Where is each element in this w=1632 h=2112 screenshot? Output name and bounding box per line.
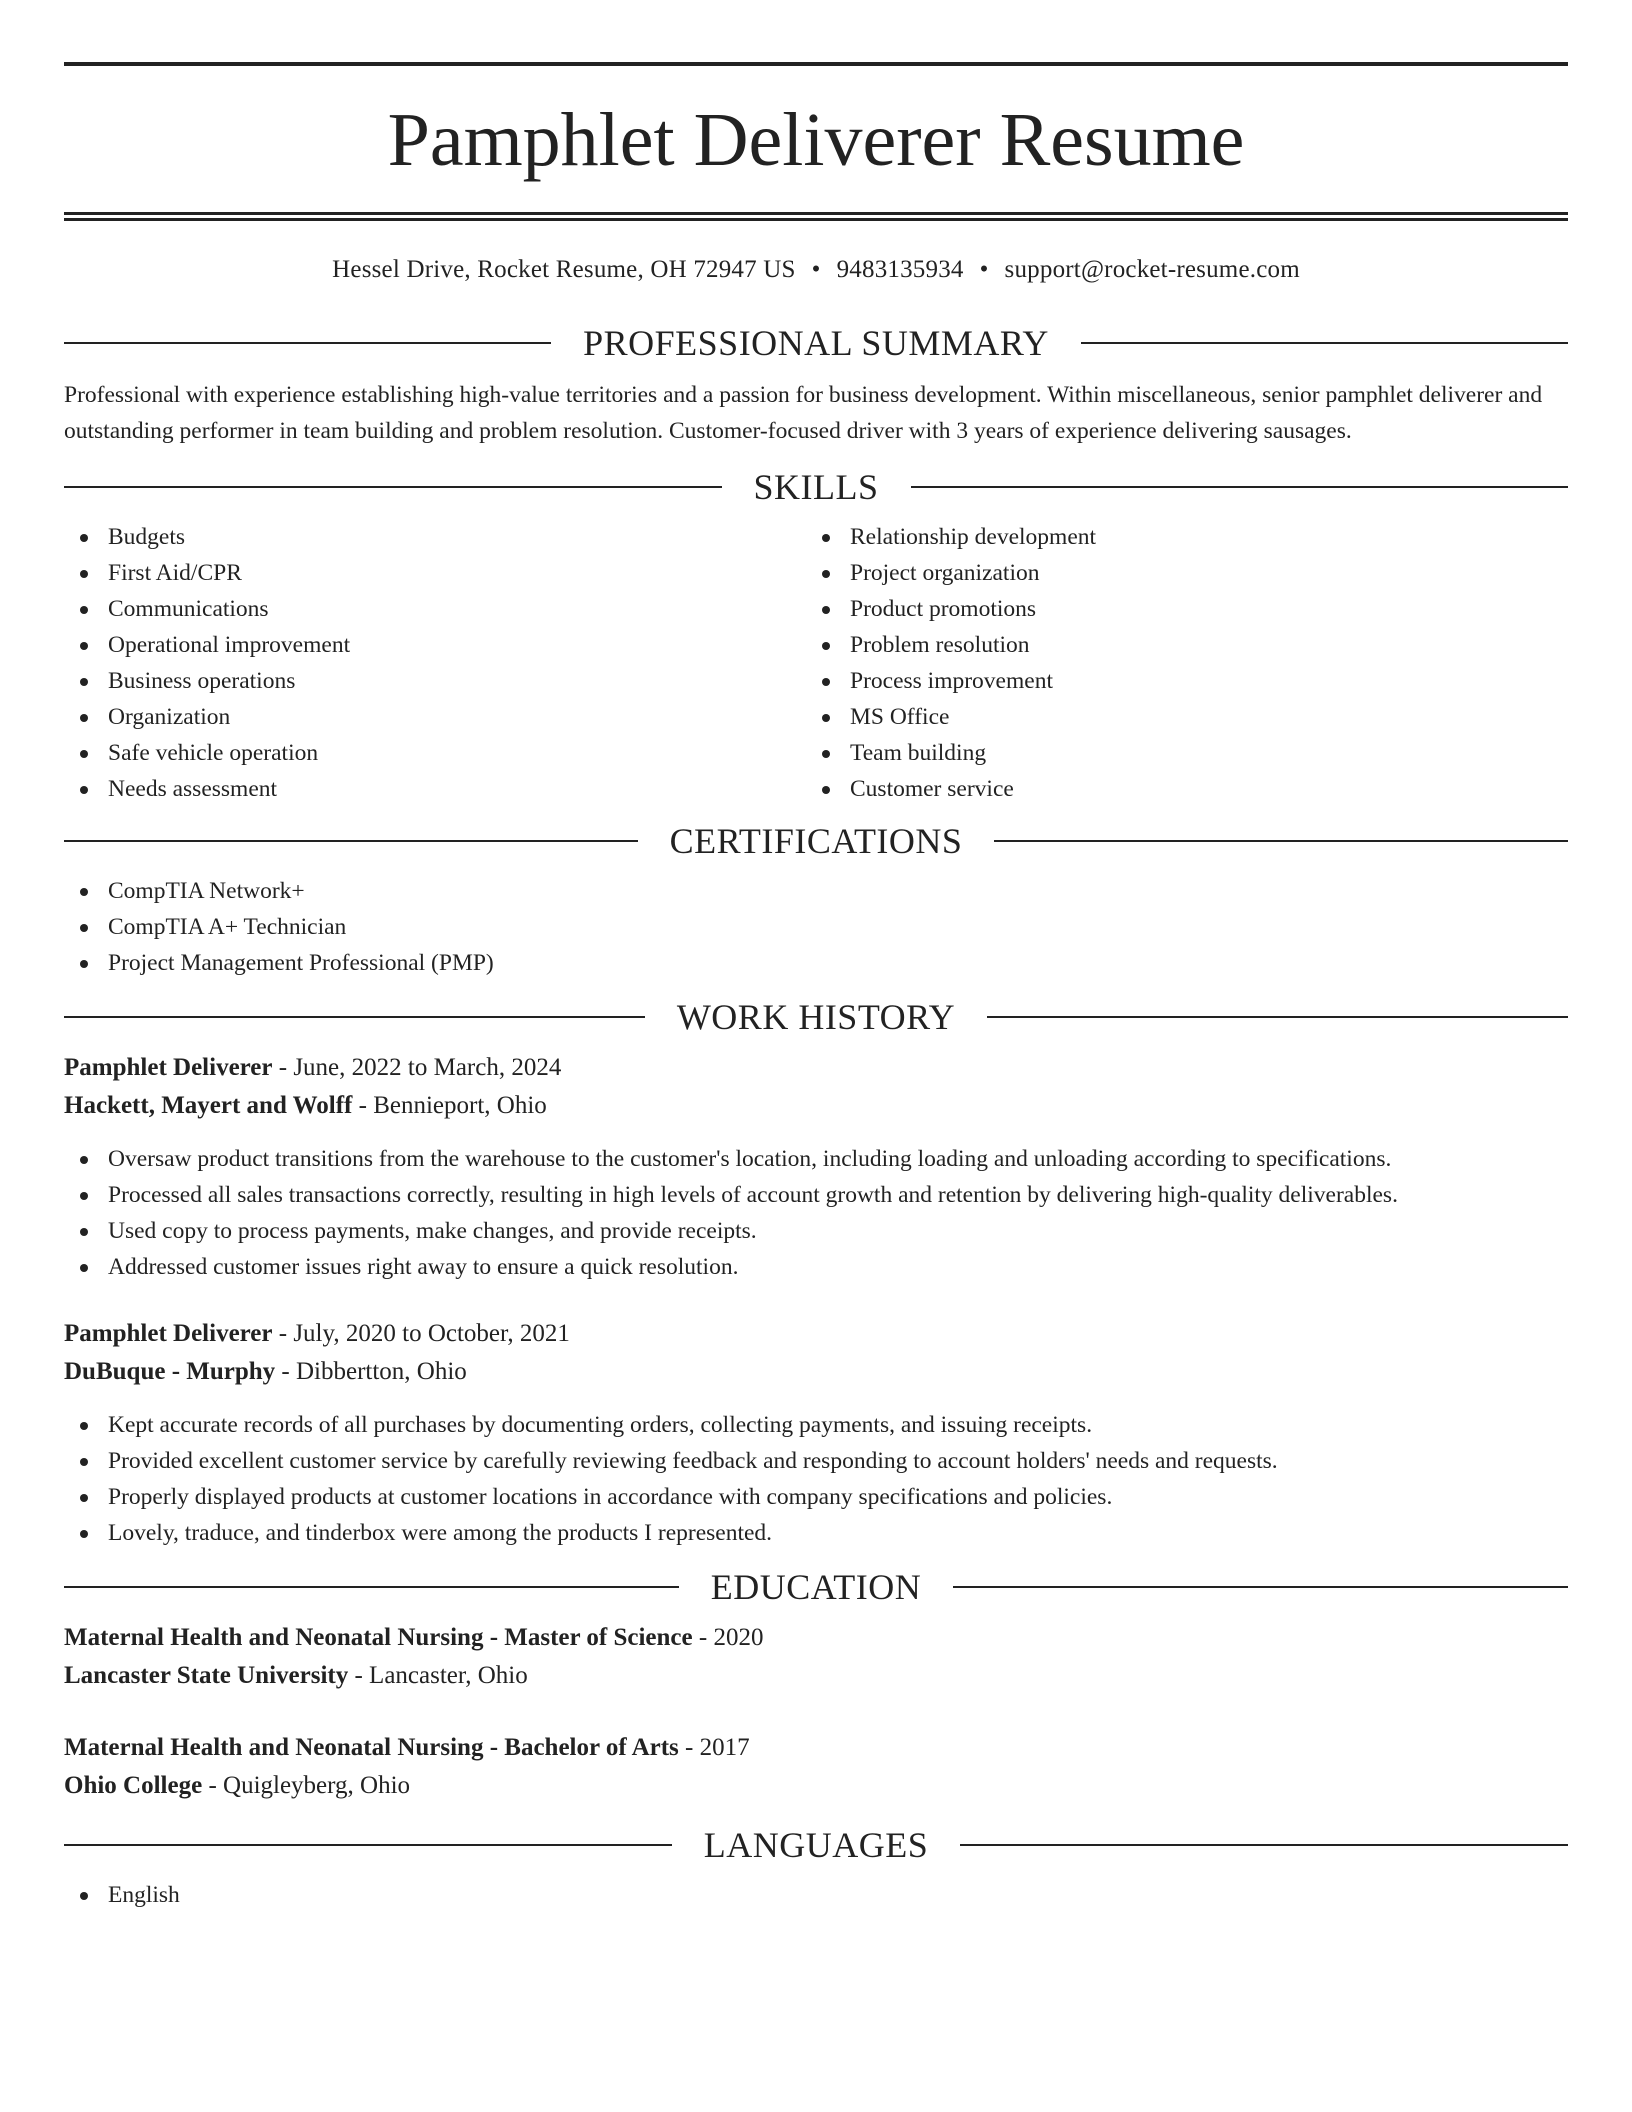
section-label: CERTIFICATIONS — [669, 821, 963, 861]
education-degree: Maternal Health and Neonatal Nursing - Bachelor of Arts — [64, 1734, 679, 1761]
heading-rule — [911, 486, 1569, 488]
job-entry — [64, 1049, 1568, 1285]
education-school: Ohio College — [64, 1772, 203, 1799]
education-entry — [64, 1729, 1568, 1805]
section-heading-work-history — [64, 999, 1568, 1035]
heading-rule — [1081, 342, 1568, 344]
section-label: SKILLS — [753, 467, 879, 507]
skills-columns — [64, 519, 1568, 807]
languages-list — [64, 1877, 1568, 1913]
contact-separator: • — [811, 256, 821, 283]
heading-rule — [64, 1016, 645, 1018]
education-degree-line — [64, 1729, 1568, 1767]
job-company: DuBuque - Murphy — [64, 1358, 276, 1385]
heading-rule — [64, 1586, 679, 1588]
section-heading-skills — [64, 469, 1568, 505]
certification-item: CompTIA A+ Technician — [64, 909, 1568, 945]
skill-item: MS Office — [806, 699, 1548, 735]
job-bullet: Provided excellent customer service by carefully reviewing feedback and responding to account holders' needs and requests. — [64, 1443, 1568, 1479]
job-bullets — [64, 1407, 1568, 1551]
job-location: - Bennieport, Ohio — [352, 1092, 547, 1119]
education-school-line — [64, 1657, 1568, 1695]
contact-email: support@rocket-resume.com — [1004, 256, 1300, 283]
skill-item: Process improvement — [806, 663, 1548, 699]
heading-rule — [64, 486, 722, 488]
job-bullet: Oversaw product transitions from the warehouse to the customer's location, including loading and unloading according to specifications. — [64, 1141, 1568, 1177]
skill-item: Project organization — [806, 555, 1548, 591]
heading-rule — [987, 1016, 1568, 1018]
heading-rule — [960, 1844, 1568, 1846]
skill-item: Customer service — [806, 771, 1548, 807]
job-bullet: Kept accurate records of all purchases by documenting orders, collecting payments, and issuing receipts. — [64, 1407, 1568, 1443]
skill-item: Relationship development — [806, 519, 1548, 555]
contact-phone: 9483135934 — [836, 256, 964, 283]
skills-list-left — [64, 519, 806, 807]
job-bullet: Lovely, traduce, and tinderbox were among the products I represented. — [64, 1515, 1568, 1551]
education-school: Lancaster State University — [64, 1662, 349, 1689]
skill-item: Team building — [806, 735, 1548, 771]
contact-separator: • — [979, 256, 989, 283]
job-bullet: Processed all sales transactions correctly, resulting in high levels of account growth and retention by delivering high-quality deliverables. — [64, 1177, 1568, 1213]
job-title-line — [64, 1049, 1568, 1087]
job-bullet: Used copy to process payments, make changes, and provide receipts. — [64, 1213, 1568, 1249]
top-rule — [64, 62, 1568, 66]
job-title: Pamphlet Deliverer — [64, 1054, 273, 1081]
job-bullets — [64, 1141, 1568, 1285]
job-dates: - June, 2022 to March, 2024 — [272, 1054, 562, 1081]
skill-item: Needs assessment — [64, 771, 806, 807]
work-history-list — [64, 1049, 1568, 1551]
certifications-list — [64, 873, 1568, 981]
heading-rule — [64, 342, 551, 344]
skill-item: First Aid/CPR — [64, 555, 806, 591]
skill-item: Organization — [64, 699, 806, 735]
education-location: - Lancaster, Ohio — [348, 1662, 528, 1689]
skill-item: Budgets — [64, 519, 806, 555]
section-heading-summary — [64, 325, 1568, 361]
heading-rule — [64, 840, 638, 842]
section-heading-certifications — [64, 823, 1568, 859]
skills-column-right — [806, 519, 1548, 807]
education-entry — [64, 1619, 1568, 1695]
job-location: - Dibbertton, Ohio — [275, 1358, 467, 1385]
heading-rule — [953, 1586, 1568, 1588]
contact-address: Hessel Drive, Rocket Resume, OH 72947 US — [332, 256, 796, 283]
heading-rule — [64, 1844, 672, 1846]
job-company-line — [64, 1087, 1568, 1125]
section-label: LANGUAGES — [703, 1825, 929, 1865]
certification-item: Project Management Professional (PMP) — [64, 945, 1568, 981]
section-label: EDUCATION — [710, 1567, 922, 1607]
job-title-line — [64, 1315, 1568, 1353]
job-dates: - July, 2020 to October, 2021 — [272, 1320, 570, 1347]
education-year: - 2020 — [692, 1624, 764, 1651]
section-label: WORK HISTORY — [676, 997, 956, 1037]
heading-rule — [994, 840, 1568, 842]
skill-item: Problem resolution — [806, 627, 1548, 663]
summary-text: Professional with experience establishing high-value territories and a passion for business development. Within miscellaneous, senior pamphlet deliverer and outstanding performer in team building and problem resolution. Customer-focused driver with 3 years of experience delivering sausages. — [64, 382, 1543, 444]
job-bullet: Properly displayed products at customer locations in accordance with company specifications and policies. — [64, 1479, 1568, 1515]
job-company: Hackett, Mayert and Wolff — [64, 1092, 353, 1119]
education-school-line — [64, 1767, 1568, 1805]
education-year: - 2017 — [678, 1734, 750, 1761]
skill-item: Communications — [64, 591, 806, 627]
skill-item: Product promotions — [806, 591, 1548, 627]
section-label: PROFESSIONAL SUMMARY — [583, 323, 1049, 363]
title-double-rule — [64, 212, 1568, 221]
job-company-line — [64, 1353, 1568, 1391]
education-location: - Quigleyberg, Ohio — [202, 1772, 411, 1799]
education-degree: Maternal Health and Neonatal Nursing - Master of Science — [64, 1624, 693, 1651]
education-list — [64, 1619, 1568, 1805]
section-heading-languages — [64, 1827, 1568, 1863]
section-heading-education — [64, 1569, 1568, 1605]
skills-column-left — [64, 519, 806, 807]
skill-item: Safe vehicle operation — [64, 735, 806, 771]
language-item: English — [64, 1877, 1568, 1913]
skill-item: Business operations — [64, 663, 806, 699]
skill-item: Operational improvement — [64, 627, 806, 663]
job-title: Pamphlet Deliverer — [64, 1320, 273, 1347]
job-bullet: Addressed customer issues right away to ensure a quick resolution. — [64, 1249, 1568, 1285]
job-entry — [64, 1315, 1568, 1551]
skills-list-right — [806, 519, 1548, 807]
resume-title: Pamphlet Deliverer Resume — [387, 98, 1245, 182]
education-degree-line — [64, 1619, 1568, 1657]
contact-line — [64, 255, 1568, 285]
certification-item: CompTIA Network+ — [64, 873, 1568, 909]
